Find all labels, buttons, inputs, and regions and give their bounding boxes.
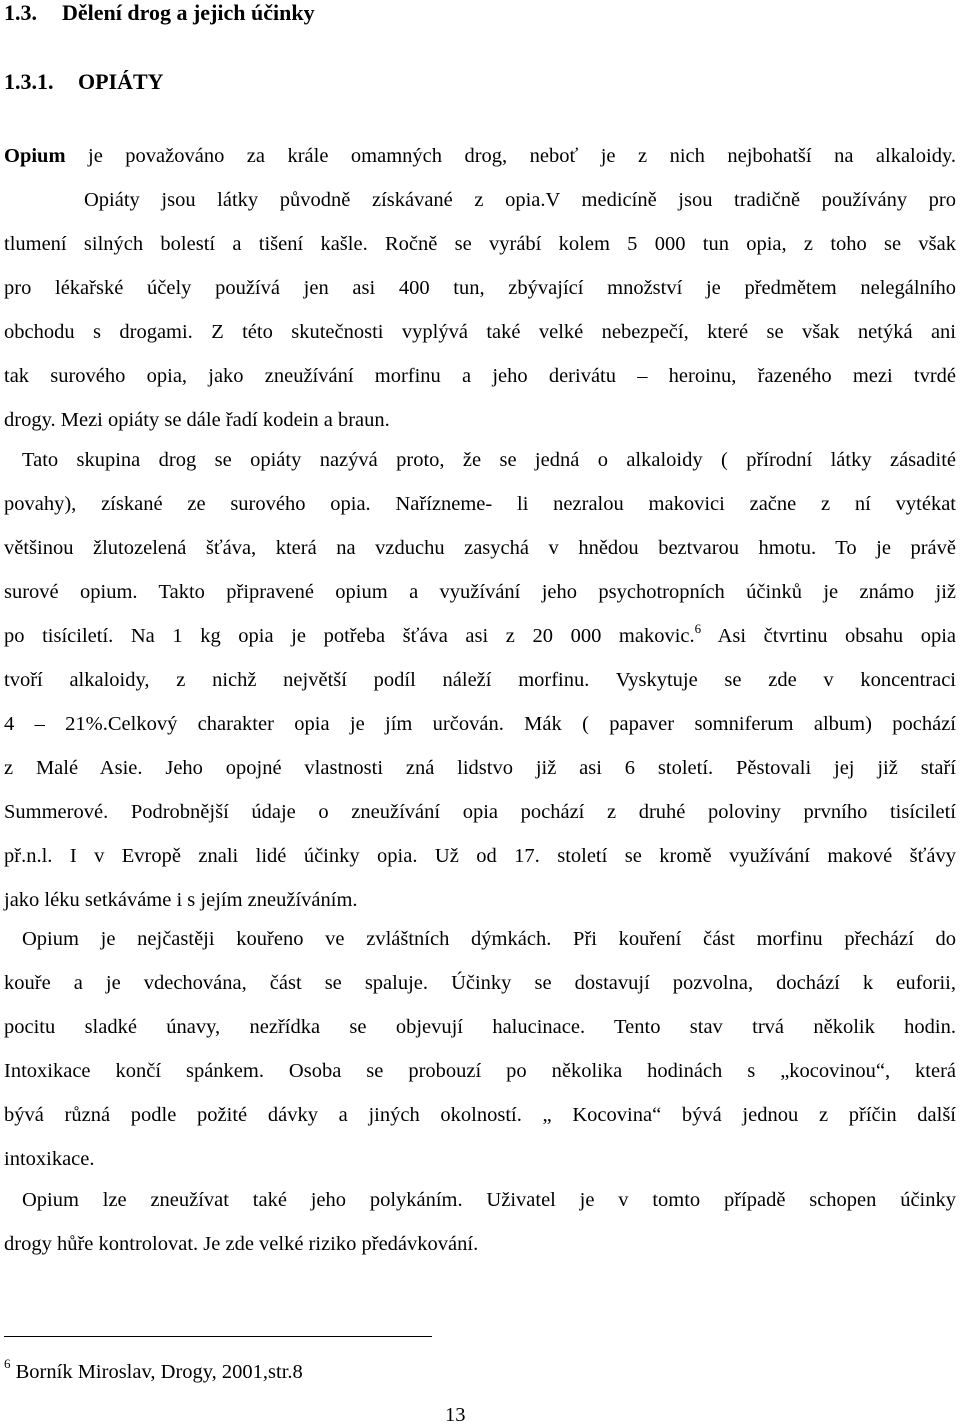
subsection-number: 1.3.1. — [4, 69, 54, 94]
text-line: tlumení silných bolestí a tišení kašle. Ročně se vyrábí kolem 5 000 tun opia, z toho se však — [4, 233, 956, 255]
text-line: tak surového opia, jako zneužívání morfinu a jeho derivátu – heroinu, řazeného mezi tvrdé — [4, 365, 956, 387]
paragraph-opium-intro — [4, 134, 956, 442]
section-title: Dělení drog a jejich účinky — [62, 0, 315, 25]
paragraph-smoking — [4, 917, 956, 1181]
text-line: Tato skupina drog se opiáty nazývá proto, že se jedná o alkaloidy ( přírodní látky zásadité — [22, 449, 956, 471]
text-line: kouře a je vdechována, část se spaluje. Účinky se dostavují pozvolna, dochází k euforii, — [4, 972, 956, 994]
text-line: Opiáty jsou látky původně získávané z opia.V medicíně jsou tradičně používány pro — [84, 189, 956, 211]
subsection-title: OPIÁTY — [78, 69, 164, 94]
text-line: Opium je považováno za krále omamných drog, neboť je z nich nejbohatší na alkaloidy. — [4, 145, 956, 167]
text-line: pocitu sladké únavy, nezřídka se objevují halucinace. Tento stav trvá několik hodin. — [4, 1016, 956, 1038]
footnote — [4, 1358, 303, 1386]
text-line: 4 – 21%.Celkový charakter opia je jím určován. Mák ( papaver somniferum album) pochází — [4, 713, 956, 735]
footnote-number: 6 — [4, 1356, 11, 1371]
footnote-separator — [4, 1336, 432, 1337]
page-number: 13 — [445, 1404, 466, 1426]
text-line: surové opium. Takto připravené opium a využívání jeho psychotropních účinků je známo již — [4, 581, 956, 603]
section-number: 1.3. — [4, 0, 37, 25]
text-line: většinou žlutozelená šťáva, která na vzduchu zasychá v hnědou beztvarou hmotu. To je právě — [4, 537, 956, 559]
text-line: Summerové. Podrobnější údaje o zneužívání opia pochází z druhé poloviny prvního tisíciletí — [4, 801, 956, 823]
text-line: př.n.l. I v Evropě znali lidé účinky opia. Už od 17. století se kromě využívání makové šťávy — [4, 845, 956, 867]
text-line: obchodu s drogami. Z této skutečnosti vyplývá také velké nebezpečí, které se však netýká ani — [4, 321, 956, 343]
text-line: bývá různá podle požité dávky a jiných okolností. „ Kocovina“ bývá jednou z příčin další — [4, 1104, 956, 1126]
bold-term: Opium — [4, 145, 66, 167]
text-line: po tisíciletí. Na 1 kg opia je potřeba šťáva asi z 20 000 makovic.$^6$ Asi čtvrtinu obsahu opia — [4, 621, 956, 647]
text-line: Opium lze zneužívat také jeho polykáním. Uživatel je v tomto případě schopen účinky — [22, 1189, 956, 1211]
text-line: drogy hůře kontrolovat. Je zde velké riziko předávkování. — [4, 1233, 479, 1255]
text-line: Opium je nejčastěji kouřeno ve zvláštních dýmkách. Při kouření část morfinu přechází do — [22, 928, 956, 950]
text-line: jako léku setkáváme i s jejím zneužíváním. — [4, 889, 358, 911]
text-line: tvoří alkaloidy, z nichž největší podíl náleží morfinu. Vyskytuje se zde v koncentraci — [4, 669, 956, 691]
text-line: drogy. Mezi opiáty se dále řadí kodein a braun. — [4, 409, 390, 431]
footnote-text: Borník Miroslav, Drogy, 2001,str.8 — [10, 1361, 303, 1383]
paragraph-opiates-group — [4, 438, 956, 922]
subsection-heading — [4, 69, 164, 95]
paragraph-swallowing — [4, 1178, 956, 1266]
text-line: Intoxikace končí spánkem. Osoba se probouzí po několika hodinách s „kocovinou“, která — [4, 1060, 956, 1082]
text-line: intoxikace. — [4, 1148, 95, 1170]
text-line: povahy), získané ze surového opia. Nařízneme- li nezralou makovici začne z ní vytékat — [4, 493, 956, 515]
text-line: z Malé Asie. Jeho opojné vlastnosti zná lidstvo již asi 6 století. Pěstovali jej již staří — [4, 757, 956, 779]
text-line: pro lékařské účely používá jen asi 400 tun, zbývající množství je předmětem nelegálního — [4, 277, 956, 299]
section-heading — [4, 0, 315, 26]
footnote-reference: 6 — [694, 621, 702, 636]
